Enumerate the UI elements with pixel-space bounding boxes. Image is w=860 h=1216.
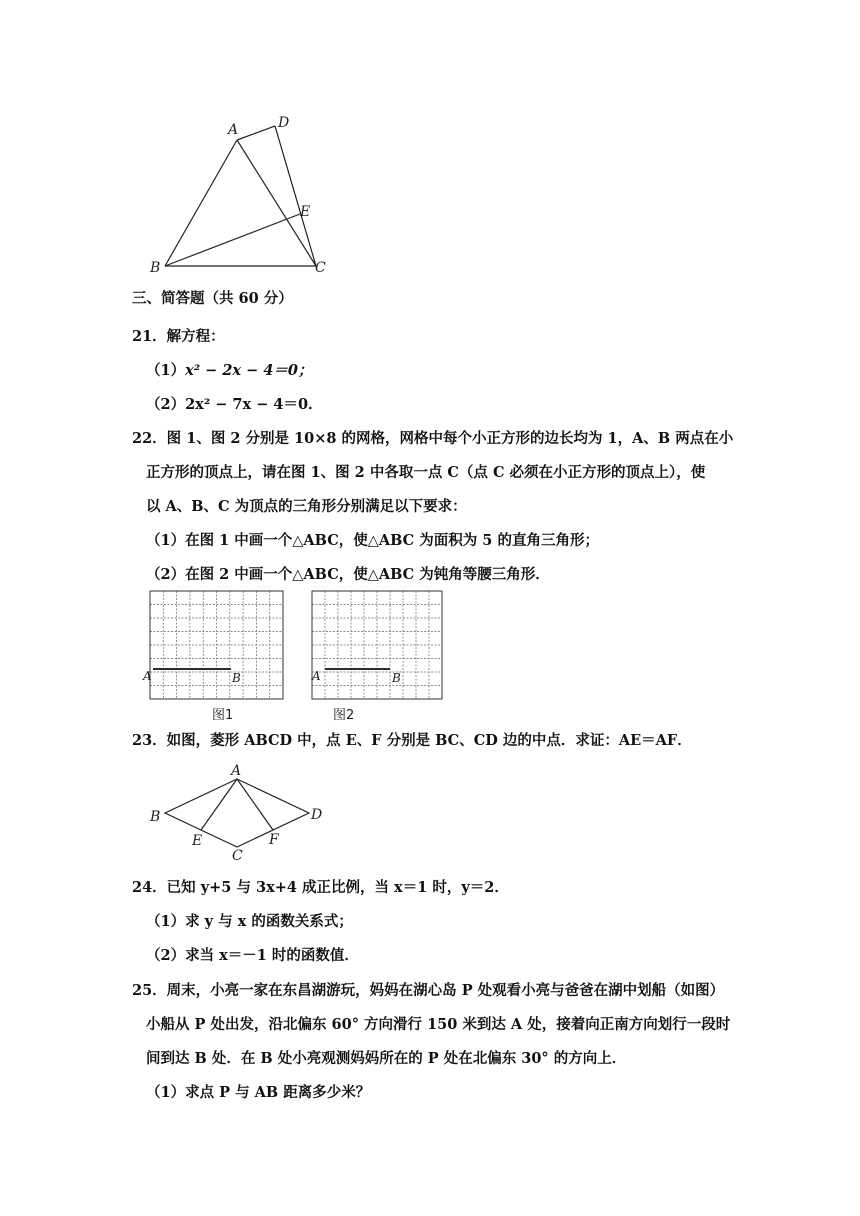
q21-part1 [146, 361, 313, 381]
rhombus-label-d: D [311, 807, 323, 823]
grid2-caption: 图2 [333, 708, 355, 723]
q21-title: 21．解方程： [132, 328, 225, 345]
segment-ac [237, 140, 316, 266]
label-c: C [315, 260, 326, 276]
label-d: D [278, 115, 290, 131]
q22-part1: （1）在图 1 中画一个△ABC，使△ABC 为面积为 5 的直角三角形； [146, 532, 599, 549]
rhombus-abcd [165, 779, 309, 847]
grid2-label-a: A [312, 669, 321, 683]
segment-ab [165, 140, 237, 266]
q21-part2-math: 2x² − 7x − 4＝0． [185, 396, 323, 413]
label-b: B [150, 260, 161, 276]
label-a: A [228, 122, 239, 138]
rhombus-label-a: A [231, 763, 242, 779]
segment-be [165, 214, 300, 266]
rhombus-label-b: B [150, 809, 161, 825]
grid2-label-b: B [392, 671, 401, 685]
segment-ad [237, 126, 275, 140]
rhombus-label-e: E [192, 833, 203, 849]
q22-line1: 22．图 1、图 2 分别是 10×8 的网格，网格中每个小正方形的边长均为 1，A、B 两点在小 [132, 430, 734, 447]
grid-1 [150, 591, 283, 699]
q22-part2: （2）在图 2 中画一个△ABC，使△ABC 为钝角等腰三角形． [146, 566, 550, 583]
grid1-caption: 图1 [212, 708, 234, 723]
figure-triangle-abcde [140, 108, 340, 278]
q23-line1: 23．如图，菱形 ABCD 中，点 E、F 分别是 BC、CD 边的中点．求证：AE＝AF． [132, 732, 692, 749]
q21-part2-prefix: （2） [146, 396, 186, 413]
q24-part2: （2）求当 x＝－1 时的函数值． [146, 947, 359, 964]
q21-part2 [146, 395, 323, 415]
segment-af [237, 779, 273, 830]
q24-line1: 24．已知 y+5 与 3x+4 成正比例，当 x＝1 时，y＝2． [132, 879, 509, 896]
q21-part1-prefix: （1） [146, 362, 186, 379]
q25-line3: 间到达 B 处．在 B 处小亮观测妈妈所在的 P 处在北偏东 30° 的方向上． [146, 1050, 627, 1067]
rhombus-label-c: C [232, 848, 243, 863]
q22-line2: 正方形的顶点上，请在图 1、图 2 中各取一点 C（点 C 必须在小正方形的顶点上），使 [146, 464, 706, 481]
q21-part1-math: x² − 2x − 4＝0； [185, 362, 313, 379]
segment-ae [201, 779, 237, 830]
grid1-label-b: B [232, 671, 241, 685]
section-heading: 三、简答题（共 60 分） [132, 290, 293, 307]
rhombus-label-f: F [269, 832, 279, 848]
grid-2 [312, 591, 442, 699]
q25-line2: 小船从 P 处出发，沿北偏东 60° 方向滑行 150 米到达 A 处，接着向正南方向划行一段时 [146, 1016, 731, 1033]
figure-grids [140, 588, 460, 728]
label-e: E [300, 204, 311, 220]
q25-part1: （1）求点 P 与 AB 距离多少米？ [146, 1084, 371, 1101]
q22-line3: 以 A、B、C 为顶点的三角形分别满足以下要求： [146, 498, 467, 515]
q25-line1: 25．周末，小亮一家在东昌湖游玩，妈妈在湖心岛 P 处观看小亮与爸爸在湖中划船（如图） [132, 982, 725, 999]
figure-rhombus [145, 763, 335, 863]
q24-part1: （1）求 y 与 x 的函数关系式； [146, 913, 353, 930]
grid1-label-a: A [143, 669, 152, 683]
segment-dc [275, 126, 316, 266]
